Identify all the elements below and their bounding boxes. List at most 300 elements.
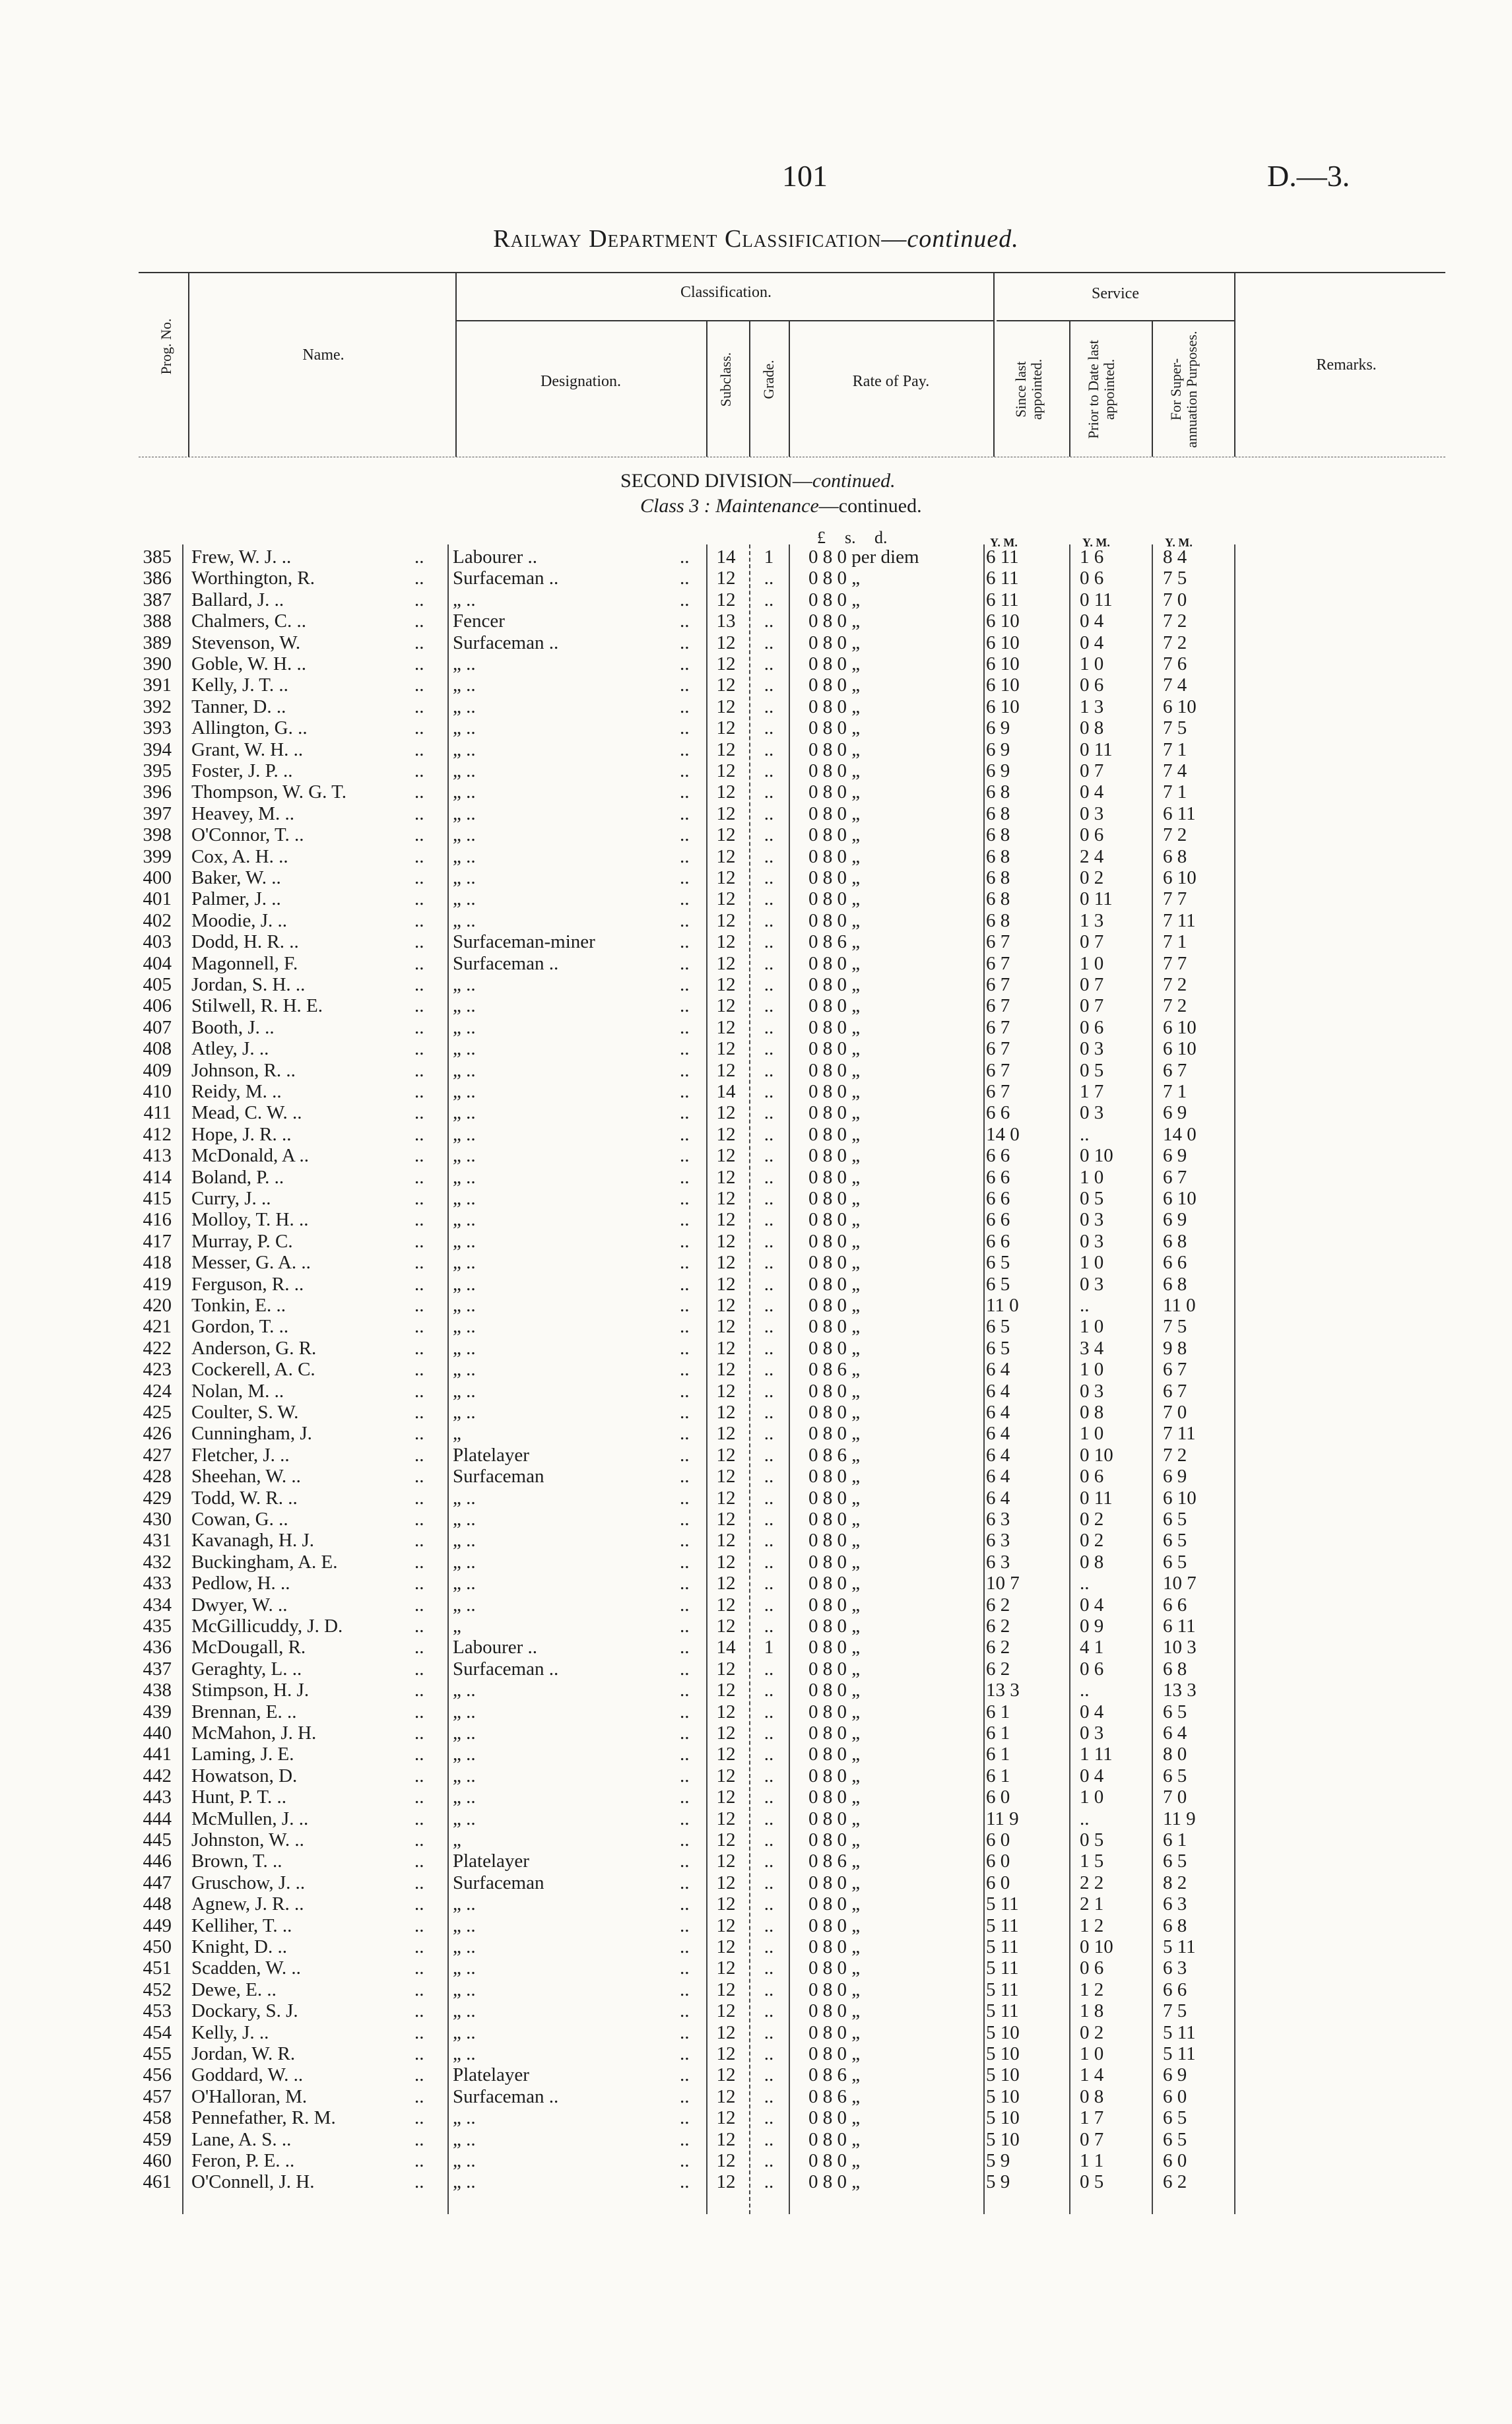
- designation: „: [453, 1829, 461, 1851]
- prog-number: 435: [143, 1616, 172, 1637]
- rate-of-pay: 0 8 0 „: [808, 1081, 861, 1102]
- designation: „ ..: [453, 1337, 476, 1359]
- rate-of-pay: 0 8 0 „: [808, 1551, 861, 1573]
- service-prior: 2 4: [1080, 845, 1104, 867]
- service-prior: 0 11: [1080, 589, 1113, 610]
- rate-of-pay: 0 8 0 „: [808, 824, 861, 846]
- leader-dots: ..: [414, 1808, 424, 1829]
- grade: ..: [764, 1337, 774, 1359]
- employee-name: McDougall, R.: [191, 1637, 306, 1658]
- table-row: [0, 1808, 1512, 1829]
- prog-number: 399: [143, 845, 172, 867]
- table-row: [0, 1231, 1512, 1252]
- table-row: [0, 2171, 1512, 2192]
- subclass: 12: [716, 781, 736, 803]
- table-row: [0, 760, 1512, 781]
- rate-of-pay: 0 8 0 „: [808, 760, 861, 781]
- prog-number: 420: [143, 1295, 172, 1316]
- table-row: [0, 1936, 1512, 1957]
- service-superannuation: 6 10: [1163, 867, 1197, 888]
- subclass: 12: [716, 1915, 736, 1936]
- grade: ..: [764, 653, 774, 674]
- grade: ..: [764, 2000, 774, 2022]
- table-row: [0, 1594, 1512, 1616]
- service-superannuation: 7 5: [1163, 2000, 1187, 2022]
- prog-number: 392: [143, 696, 172, 717]
- employee-name: Agnew, J. R. ..: [191, 1893, 304, 1915]
- leader-dots: ..: [680, 1145, 690, 1167]
- leader-dots: ..: [680, 1936, 690, 1957]
- service-prior: 0 3: [1080, 1038, 1104, 1060]
- unit-years-months-super: Y. M.: [1165, 536, 1193, 549]
- service-superannuation: 6 2: [1163, 2171, 1187, 2193]
- table-row: [0, 739, 1512, 760]
- leader-dots: ..: [414, 696, 424, 717]
- service-prior: 1 11: [1080, 1744, 1113, 1765]
- service-since-last: 6 6: [986, 1166, 1010, 1188]
- service-since-last: 6 5: [986, 1273, 1010, 1295]
- designation: „ ..: [453, 760, 476, 781]
- leader-dots: ..: [680, 1059, 690, 1081]
- rate-of-pay: 0 8 0 „: [808, 2171, 861, 2193]
- prog-number: 458: [143, 2107, 172, 2129]
- subclass: 12: [716, 1616, 736, 1637]
- grade: ..: [764, 1423, 774, 1445]
- subclass: 12: [716, 1658, 736, 1680]
- prog-number: 419: [143, 1273, 172, 1295]
- employee-name: Brennan, E. ..: [191, 1701, 297, 1722]
- table-row: [0, 2129, 1512, 2150]
- service-prior: ..: [1080, 1808, 1090, 1829]
- prog-number: 391: [143, 674, 172, 696]
- leader-dots: ..: [680, 931, 690, 953]
- employee-name: Heavey, M. ..: [191, 803, 294, 824]
- rate-of-pay: 0 8 6 „: [808, 1444, 861, 1466]
- subclass: 14: [716, 1081, 736, 1102]
- employee-name: Grant, W. H. ..: [191, 738, 304, 760]
- leader-dots: ..: [414, 1573, 424, 1594]
- leader-dots: ..: [414, 2064, 424, 2086]
- rate-of-pay: 0 8 0 „: [808, 738, 861, 760]
- leader-dots: ..: [680, 2107, 690, 2129]
- subclass: 12: [716, 931, 736, 953]
- subclass: 12: [716, 1252, 736, 1274]
- subclass: 12: [716, 760, 736, 781]
- title-continued: continued.: [907, 225, 1019, 253]
- subclass: 12: [716, 824, 736, 846]
- prog-number: 397: [143, 803, 172, 824]
- service-since-last: 6 6: [986, 1102, 1010, 1124]
- designation: „ ..: [453, 1380, 476, 1402]
- grade: ..: [764, 1851, 774, 1872]
- rate-of-pay: 0 8 0 „: [808, 909, 861, 931]
- service-superannuation: 6 5: [1163, 2107, 1187, 2129]
- prog-number: 417: [143, 1230, 172, 1252]
- designation: „ ..: [453, 909, 476, 931]
- rate-of-pay: 0 8 0 „: [808, 781, 861, 803]
- service-superannuation: 7 2: [1163, 610, 1187, 632]
- leader-dots: ..: [414, 824, 424, 846]
- subclass: 12: [716, 1402, 736, 1423]
- leader-dots: ..: [414, 1551, 424, 1573]
- subclass: 12: [716, 1102, 736, 1124]
- rate-of-pay: 0 8 0 „: [808, 1102, 861, 1124]
- service-since-last: 6 4: [986, 1466, 1010, 1488]
- service-since-last: 6 3: [986, 1551, 1010, 1573]
- leader-dots: ..: [414, 2085, 424, 2107]
- leader-dots: ..: [414, 610, 424, 632]
- table-row: [0, 1167, 1512, 1188]
- employee-name: Dockary, S. J.: [191, 2000, 298, 2022]
- service-prior: 0 6: [1080, 1957, 1104, 1979]
- grade: ..: [764, 1936, 774, 1957]
- grade: ..: [764, 931, 774, 953]
- subclass: 12: [716, 867, 736, 888]
- prog-number: 443: [143, 1786, 172, 1808]
- rate-of-pay: 0 8 0 „: [808, 1016, 861, 1038]
- table-row: [0, 696, 1512, 717]
- service-prior: 2 1: [1080, 1893, 1104, 1915]
- table-row: [0, 803, 1512, 824]
- subclass: 12: [716, 589, 736, 610]
- employee-name: Baker, W. ..: [191, 867, 281, 888]
- service-since-last: 5 10: [986, 2085, 1020, 2107]
- service-superannuation: 6 1: [1163, 1829, 1187, 1851]
- leader-dots: ..: [414, 1166, 424, 1188]
- rate-of-pay: 0 8 0 „: [808, 1893, 861, 1915]
- service-since-last: 6 5: [986, 1337, 1010, 1359]
- class-name: Maintenance: [715, 495, 819, 517]
- service-superannuation: 6 10: [1163, 1487, 1197, 1509]
- employee-name: Gordon, T. ..: [191, 1316, 289, 1338]
- grade: ..: [764, 1957, 774, 1979]
- grade: ..: [764, 1509, 774, 1530]
- header-divider-2: [455, 272, 457, 457]
- grade: ..: [764, 1295, 774, 1316]
- employee-name: Atley, J. ..: [191, 1038, 269, 1060]
- rate-of-pay: 0 8 0 „: [808, 2021, 861, 2043]
- leader-dots: ..: [680, 1979, 690, 2000]
- grade: ..: [764, 568, 774, 589]
- grade: ..: [764, 717, 774, 739]
- leader-dots: ..: [680, 909, 690, 931]
- service-prior: ..: [1080, 1680, 1090, 1701]
- leader-dots: ..: [414, 1658, 424, 1680]
- rate-of-pay: 0 8 0 „: [808, 1273, 861, 1295]
- employee-name: Goddard, W. ..: [191, 2064, 304, 2086]
- service-prior: 1 3: [1080, 696, 1104, 717]
- grade: ..: [764, 803, 774, 824]
- leader-dots: ..: [414, 1530, 424, 1552]
- designation: „ ..: [453, 1188, 476, 1209]
- service-since-last: 6 4: [986, 1487, 1010, 1509]
- service-superannuation: 6 8: [1163, 845, 1187, 867]
- leader-dots: ..: [680, 1016, 690, 1038]
- table-row: [0, 546, 1512, 568]
- employee-name: Reidy, M. ..: [191, 1081, 282, 1102]
- rate-of-pay: 0 8 0 „: [808, 1829, 861, 1851]
- leader-dots: ..: [680, 2064, 690, 2086]
- designation: „ ..: [453, 1808, 476, 1829]
- service-superannuation: 6 5: [1163, 1551, 1187, 1573]
- unit-pounds: £: [817, 528, 826, 547]
- service-since-last: 6 2: [986, 1594, 1010, 1616]
- prog-number: 436: [143, 1637, 172, 1658]
- service-prior: 1 6: [1080, 546, 1104, 568]
- rate-of-pay: 0 8 0 „: [808, 1487, 861, 1509]
- prog-number: 445: [143, 1829, 172, 1851]
- leader-dots: ..: [680, 760, 690, 781]
- employee-name: Goble, W. H. ..: [191, 653, 306, 674]
- employee-name: McMahon, J. H.: [191, 1722, 317, 1744]
- service-since-last: 6 6: [986, 1145, 1010, 1167]
- table-row: [0, 1488, 1512, 1509]
- table-row: [0, 1658, 1512, 1680]
- service-superannuation: 7 1: [1163, 931, 1187, 953]
- service-superannuation: 6 7: [1163, 1359, 1187, 1381]
- designation: „ ..: [453, 824, 476, 846]
- service-superannuation: 6 5: [1163, 1509, 1187, 1530]
- service-prior: 0 5: [1080, 1188, 1104, 1209]
- table-row: [0, 2043, 1512, 2064]
- header-divider-1: [188, 272, 189, 457]
- service-prior: 0 7: [1080, 2128, 1104, 2150]
- service-prior: 0 6: [1080, 1016, 1104, 1038]
- prog-number: 448: [143, 1893, 172, 1915]
- rate-of-pay: 0 8 0 „: [808, 952, 861, 974]
- employee-name: Anderson, G. R.: [191, 1337, 317, 1359]
- subclass: 12: [716, 1573, 736, 1594]
- prog-number: 394: [143, 738, 172, 760]
- prog-number: 393: [143, 717, 172, 739]
- service-since-last: 5 11: [986, 1915, 1019, 1936]
- subclass: 12: [716, 674, 736, 696]
- leader-dots: ..: [414, 1423, 424, 1445]
- employee-name: Boland, P. ..: [191, 1166, 284, 1188]
- employee-name: Johnston, W. ..: [191, 1829, 304, 1851]
- rate-of-pay: 0 8 0 „: [808, 1979, 861, 2000]
- service-superannuation: 7 4: [1163, 760, 1187, 781]
- service-superannuation: 7 11: [1163, 1423, 1196, 1445]
- leader-dots: ..: [414, 1722, 424, 1744]
- employee-name: Dodd, H. R. ..: [191, 931, 299, 953]
- table-row: [0, 1081, 1512, 1102]
- service-superannuation: 6 5: [1163, 1530, 1187, 1552]
- service-since-last: 6 8: [986, 824, 1010, 846]
- service-superannuation: 13 3: [1163, 1680, 1197, 1701]
- rate-of-pay: 0 8 0 „: [808, 1166, 861, 1188]
- prog-number: 390: [143, 653, 172, 674]
- rate-of-pay: 0 8 0 „: [808, 1209, 861, 1231]
- grade: ..: [764, 1316, 774, 1338]
- subclass: 12: [716, 1359, 736, 1381]
- leader-dots: ..: [680, 546, 690, 568]
- subclass: 12: [716, 1487, 736, 1509]
- grade: ..: [764, 867, 774, 888]
- employee-name: Hope, J. R. ..: [191, 1123, 292, 1145]
- subclass: 12: [716, 1851, 736, 1872]
- header-divider-6: [993, 272, 995, 457]
- table-row: [0, 1509, 1512, 1530]
- header-grade: Grade.: [760, 360, 777, 399]
- service-superannuation: 14 0: [1163, 1123, 1197, 1145]
- service-superannuation: 7 1: [1163, 781, 1187, 803]
- designation: Surfaceman ..: [453, 568, 559, 589]
- rate-of-pay: 0 8 0 „: [808, 1423, 861, 1445]
- prog-number: 396: [143, 781, 172, 803]
- header-divider-3: [706, 320, 707, 457]
- service-prior: 0 9: [1080, 1616, 1104, 1637]
- table-row: [0, 568, 1512, 589]
- grade: ..: [764, 995, 774, 1017]
- service-since-last: 6 10: [986, 632, 1020, 653]
- leader-dots: ..: [680, 1509, 690, 1530]
- table-row: [0, 1402, 1512, 1423]
- table-row: [0, 1722, 1512, 1744]
- rate-of-pay: 0 8 0 per diem: [808, 546, 919, 568]
- division-continued: continued.: [812, 470, 896, 492]
- table-row: [0, 632, 1512, 653]
- designation: „ ..: [453, 2000, 476, 2022]
- rate-of-pay: 0 8 0 „: [808, 2128, 861, 2150]
- grade: ..: [764, 1915, 774, 1936]
- service-since-last: 6 3: [986, 1530, 1010, 1552]
- leader-dots: ..: [680, 568, 690, 589]
- employee-name: Frew, W. J. ..: [191, 546, 292, 568]
- prog-number: 424: [143, 1380, 172, 1402]
- employee-name: McGillicuddy, J. D.: [191, 1616, 343, 1637]
- service-prior: 0 5: [1080, 2171, 1104, 2193]
- leader-dots: ..: [414, 2107, 424, 2129]
- grade: ..: [764, 1808, 774, 1829]
- header-prior-to-date: Prior to Date last appointed.: [1085, 340, 1117, 439]
- leader-dots: ..: [680, 1851, 690, 1872]
- service-superannuation: 6 8: [1163, 1273, 1187, 1295]
- employee-name: Molloy, T. H. ..: [191, 1209, 309, 1231]
- leader-dots: ..: [414, 1016, 424, 1038]
- leader-dots: ..: [414, 2000, 424, 2022]
- subclass: 12: [716, 1957, 736, 1979]
- designation: „ ..: [453, 1915, 476, 1936]
- grade: 1: [764, 546, 774, 568]
- prog-number: 412: [143, 1123, 172, 1145]
- leader-dots: ..: [414, 1509, 424, 1530]
- table-row: [0, 1637, 1512, 1658]
- service-since-last: 5 11: [986, 1893, 1019, 1915]
- leader-dots: ..: [414, 717, 424, 739]
- service-superannuation: 7 5: [1163, 1316, 1187, 1338]
- leader-dots: ..: [414, 1295, 424, 1316]
- employee-name: Cox, A. H. ..: [191, 845, 288, 867]
- leader-dots: ..: [680, 1316, 690, 1338]
- class-continued: —continued.: [818, 495, 922, 517]
- rate-of-pay: 0 8 0 „: [808, 1658, 861, 1680]
- leader-dots: ..: [414, 1957, 424, 1979]
- service-prior: 0 4: [1080, 610, 1104, 632]
- grade: ..: [764, 1081, 774, 1102]
- subclass: 12: [716, 568, 736, 589]
- header-divider-7: [1069, 320, 1070, 457]
- service-prior: 0 4: [1080, 632, 1104, 653]
- employee-name: Tonkin, E. ..: [191, 1295, 286, 1316]
- employee-name: Nolan, M. ..: [191, 1380, 284, 1402]
- prog-number: 431: [143, 1530, 172, 1552]
- service-since-last: 6 4: [986, 1380, 1010, 1402]
- employee-name: Buckingham, A. E.: [191, 1551, 338, 1573]
- prog-number: 402: [143, 909, 172, 931]
- employee-name: O'Halloran, M.: [191, 2085, 308, 2107]
- grade: ..: [764, 1444, 774, 1466]
- subclass: 12: [716, 1551, 736, 1573]
- designation: „ ..: [453, 717, 476, 739]
- service-superannuation: 6 10: [1163, 1016, 1197, 1038]
- table-row: [0, 2000, 1512, 2021]
- grade: ..: [764, 1466, 774, 1488]
- prog-number: 430: [143, 1509, 172, 1530]
- header-divider-8: [1152, 320, 1153, 457]
- service-superannuation: 7 7: [1163, 952, 1187, 974]
- table-row: [0, 2107, 1512, 2128]
- employee-name: Tanner, D. ..: [191, 696, 286, 717]
- table-row: [0, 846, 1512, 867]
- leader-dots: ..: [414, 1123, 424, 1145]
- employee-name: Worthington, R.: [191, 568, 315, 589]
- designation: „ ..: [453, 1786, 476, 1808]
- grade: ..: [764, 974, 774, 995]
- rate-of-pay: 0 8 0 „: [808, 2107, 861, 2129]
- service-since-last: 6 9: [986, 717, 1010, 739]
- employee-name: Geraghty, L. ..: [191, 1658, 302, 1680]
- designation: „ ..: [453, 674, 476, 696]
- leader-dots: ..: [414, 1188, 424, 1209]
- header-classification: Classification.: [680, 284, 772, 301]
- leader-dots: ..: [680, 2021, 690, 2043]
- table-row: [0, 1851, 1512, 1872]
- leader-dots: ..: [680, 2128, 690, 2150]
- employee-name: Fletcher, J. ..: [191, 1444, 290, 1466]
- subclass: 12: [716, 1936, 736, 1957]
- prog-number: 461: [143, 2171, 172, 2193]
- subclass: 12: [716, 1594, 736, 1616]
- leader-dots: ..: [680, 867, 690, 888]
- prog-number: 440: [143, 1722, 172, 1744]
- header-superannuation: For Super-annuation Purposes.: [1167, 331, 1200, 448]
- service-prior: 0 11: [1080, 888, 1113, 910]
- leader-dots: ..: [680, 2171, 690, 2193]
- designation: Fencer: [453, 610, 505, 632]
- table-row: [0, 1445, 1512, 1466]
- prog-number: 432: [143, 1551, 172, 1573]
- service-since-last: 6 4: [986, 1444, 1010, 1466]
- designation: „ ..: [453, 2128, 476, 2150]
- table-row: [0, 1701, 1512, 1722]
- header-since-last: Since last appointed.: [1012, 358, 1045, 420]
- table-row: [0, 2086, 1512, 2107]
- designation: „ ..: [453, 738, 476, 760]
- service-prior: 1 0: [1080, 2043, 1104, 2064]
- employee-name: Messer, G. A. ..: [191, 1252, 311, 1274]
- subclass: 12: [716, 974, 736, 995]
- table-row: [0, 1295, 1512, 1316]
- subclass: 12: [716, 1188, 736, 1209]
- rate-of-pay: 0 8 0 „: [808, 1380, 861, 1402]
- grade: ..: [764, 1166, 774, 1188]
- service-prior: 0 5: [1080, 1059, 1104, 1081]
- employee-name: Stevenson, W.: [191, 632, 301, 653]
- grade: ..: [764, 1487, 774, 1509]
- designation: „ ..: [453, 2043, 476, 2064]
- designation: Surfaceman ..: [453, 952, 559, 974]
